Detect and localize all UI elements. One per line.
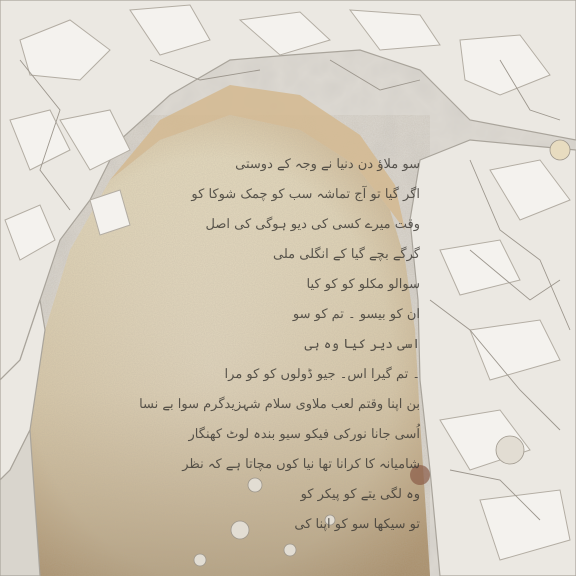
manuscript-line: وقت میرے کسی کی دیو ہوگی کی اصل bbox=[205, 217, 420, 232]
manuscript-line: تو سیکھا سو کو اپنا کی bbox=[294, 517, 420, 532]
manuscript-line: اسی دیر کیا وہ ہی bbox=[304, 337, 420, 352]
manuscript-line: سو ملاؤ دن دنیا نے وجہ کے دوستی bbox=[235, 157, 420, 172]
manuscript-text bbox=[40, 150, 420, 570]
manuscript-line: اگر گیا تو آج تماشہ سب کو چمک شوکا کو bbox=[191, 187, 420, 202]
manuscript-line: وہ لگی یتے کو پیکر کو bbox=[300, 487, 420, 502]
manuscript-line: شامیانہ کا کرانا تھا نیا کوں مچاتا ہے کہ نظر bbox=[182, 457, 420, 472]
manuscript-line: ۔ تم گیرا اس۔ جیو ڈولوں کو کو مرا bbox=[224, 367, 420, 382]
manuscript-line: ان کو بیسو ۔ تم کو سو bbox=[292, 307, 420, 322]
manuscript-line: گرگے بچے گیا کے انگلی ملی bbox=[273, 247, 420, 262]
manuscript-line: اُسی جانا نورکی فیکو سیو بندہ لوٹ کھنگار bbox=[188, 427, 420, 442]
manuscript-line: سوالو مکلو کو کو کیا bbox=[306, 277, 420, 292]
manuscript-line: بن اپنا وقتم لعب ملاوی سلام شہزیدگرم سوا بے نسا bbox=[139, 397, 420, 412]
